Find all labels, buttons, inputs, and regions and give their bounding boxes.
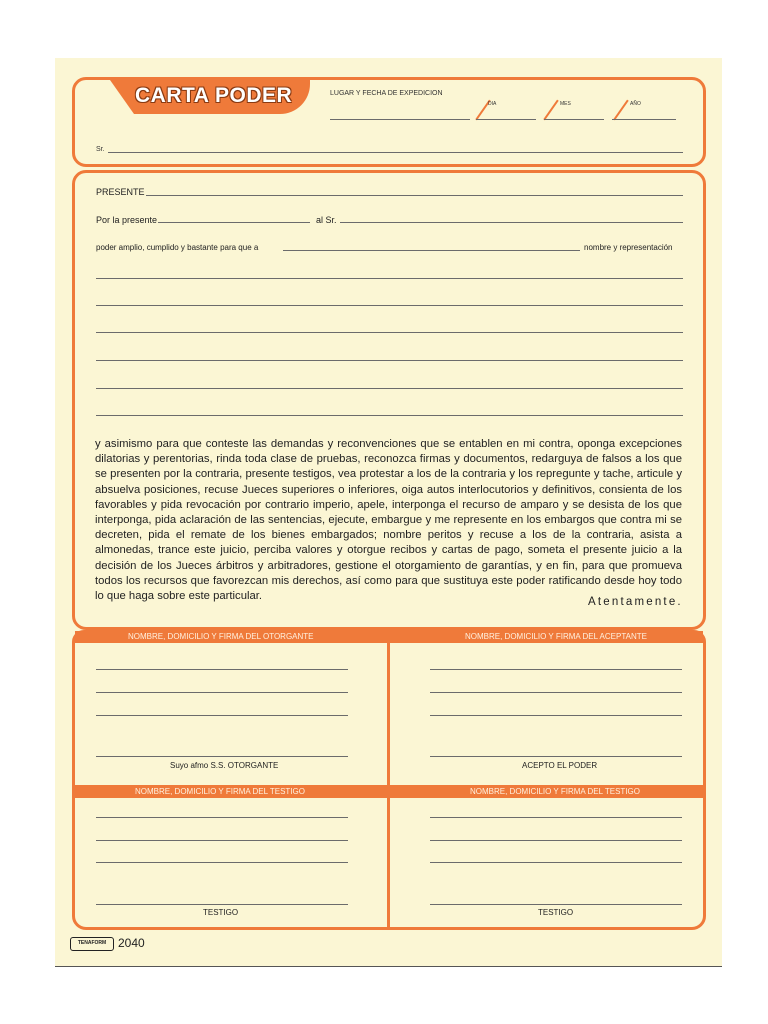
otorgante-name-field[interactable]	[158, 222, 310, 223]
testigo-2-line[interactable]	[430, 840, 682, 841]
testigo-1-line[interactable]	[96, 862, 348, 863]
otorgante-line[interactable]	[96, 669, 348, 670]
aceptante-header: NOMBRE, DOMICILIO Y FIRMA DEL ACEPTANTE	[465, 632, 647, 641]
closing-text: Atentamente.	[588, 596, 683, 608]
presente-field[interactable]	[146, 195, 683, 196]
aceptante-line[interactable]	[430, 692, 682, 693]
otorgante-header: NOMBRE, DOMICILIO Y FIRMA DEL OTORGANTE	[128, 632, 314, 641]
poder-label: poder amplio, cumplido y bastante para que a	[96, 243, 259, 252]
testigo-2-signature-line[interactable]	[430, 904, 682, 905]
testigo-header-1: NOMBRE, DOMICILIO Y FIRMA DEL TESTIGO	[135, 787, 305, 796]
month-field[interactable]	[544, 119, 604, 120]
al-sr-label: al Sr.	[316, 215, 337, 225]
body-line[interactable]	[96, 415, 683, 416]
legal-paragraph: y asimismo para que conteste las demandas y reconvenciones que se entablen en mi contra, oponga excepciones dilatorias y perentorias, rinda toda clase de pruebas, reconozca firmas y documentos, redarguya de falsos a los que se presenten por la contraria, presente testigos, vea protestar a los de la contraria y los repregunte y tache, articule y absuelva posiciones, recuse Jueces superiores o inferiores, oiga autos interlocutorios y definitivos, consienta de los favorables y pida revocación por contrario imperio, apele, interponga el recurso de amparo y se desista de los que interponga, pida aclaración de las sentencias, ejecute, embargue y me represente en los embargos que contra mi se decreten, pida el remate de los bienes embargados; nombre peritos y recuse a los de la contraria, asista a almonedas, trance este juicio, perciba valores y otorgue recibos y cartas de pago, someta el presente juicio a la decisión de los Jueces árbitros y arbitradores, gestione el otorgamiento de garantías, y en fin, para que promueva todos los recursos que favorezcan mis derechos, así como para que sustituya este poder ratificando desde hoy todo lo que haga sobre este particular.	[95, 438, 682, 603]
poder-field[interactable]	[283, 250, 580, 251]
day-label: DIA	[488, 101, 497, 107]
month-label: MES	[560, 101, 571, 107]
testigo-header-2: NOMBRE, DOMICILIO Y FIRMA DEL TESTIGO	[470, 787, 640, 796]
body-line[interactable]	[96, 278, 683, 279]
por-la-presente-label: Por la presente	[96, 215, 158, 225]
otorgante-caption: Suyo afmo S.S. OTORGANTE	[170, 761, 279, 770]
form-title: CARTA PODER	[135, 84, 293, 107]
testigo-2-caption: TESTIGO	[538, 908, 574, 917]
form-code: 2040	[118, 936, 145, 950]
year-label: AÑO	[630, 101, 641, 107]
sr-field[interactable]	[108, 152, 683, 153]
body-line[interactable]	[96, 388, 683, 389]
testigo-1-line[interactable]	[96, 817, 348, 818]
place-date-label: LUGAR Y FECHA DE EXPEDICION	[330, 90, 443, 97]
testigo-2-line[interactable]	[430, 862, 682, 863]
al-sr-field[interactable]	[340, 222, 683, 223]
body-line[interactable]	[96, 360, 683, 361]
testigo-2-line[interactable]	[430, 817, 682, 818]
place-field[interactable]	[330, 119, 470, 120]
aceptante-signature-line[interactable]	[430, 756, 682, 757]
otorgante-line[interactable]	[96, 692, 348, 693]
brand-logo: TENAFORM	[70, 937, 114, 951]
otorgante-line[interactable]	[96, 715, 348, 716]
sr-label: Sr.	[96, 146, 105, 153]
aceptante-caption: ACEPTO EL PODER	[522, 761, 598, 770]
body-line[interactable]	[96, 332, 683, 333]
testigo-1-line[interactable]	[96, 840, 348, 841]
aceptante-line[interactable]	[430, 669, 682, 670]
nombre-rep-label: nombre y representación	[584, 243, 673, 252]
year-field[interactable]	[612, 119, 676, 120]
day-field[interactable]	[476, 119, 536, 120]
presente-label: PRESENTE	[96, 187, 145, 197]
testigo-1-caption: TESTIGO	[203, 908, 239, 917]
otorgante-signature-line[interactable]	[96, 756, 348, 757]
testigo-1-signature-line[interactable]	[96, 904, 348, 905]
bottom-rule	[55, 966, 722, 967]
body-line[interactable]	[96, 305, 683, 306]
aceptante-line[interactable]	[430, 715, 682, 716]
